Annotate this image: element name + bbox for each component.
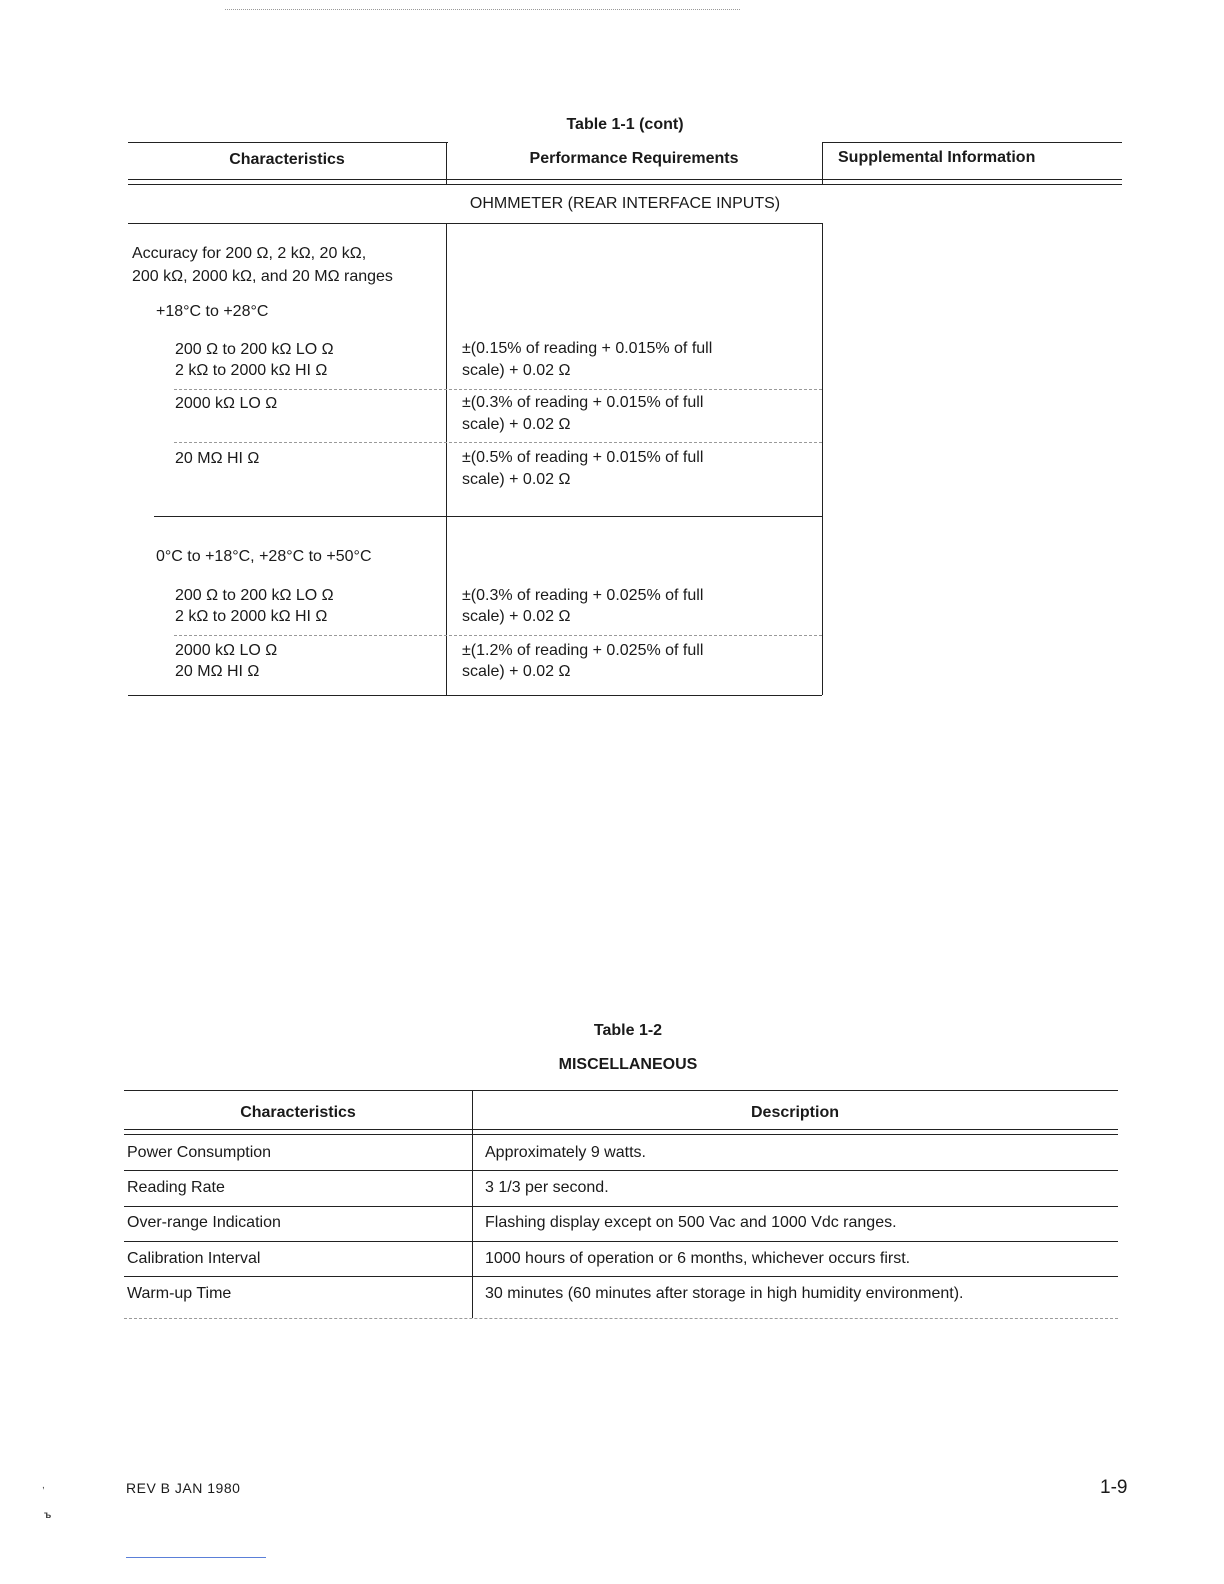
accuracy-line-1: Accuracy for 200 Ω, 2 kΩ, 20 kΩ,: [132, 245, 367, 262]
table2-bottom-rule: [124, 1318, 1118, 1319]
table2-top-rule: [124, 1090, 1118, 1091]
table2-row-divider-1: [124, 1170, 1118, 1171]
group2-row2-perf-line1: ±(1.2% of reading + 0.025% of full: [462, 642, 704, 659]
table2-header-rule-1: [124, 1129, 1118, 1130]
table2-row-divider-3: [124, 1241, 1118, 1242]
table2-row1-char: Power Consumption: [127, 1144, 272, 1161]
table2-row2-char: Reading Rate: [127, 1179, 225, 1196]
page-number: 1-9: [1100, 1477, 1128, 1498]
group2-row2-perf-line2: scale) + 0.02 Ω: [462, 663, 571, 680]
table2-header-rule-2: [124, 1134, 1118, 1135]
group1-row3-perf-line2: scale) + 0.02 Ω: [462, 471, 571, 488]
table2-row5-desc: 30 minutes (60 minutes after storage in high humidity environment).: [485, 1285, 964, 1302]
table2-column-divider: [472, 1090, 473, 1318]
table2-header-characteristics: Characteristics: [240, 1104, 356, 1121]
group2-row1-perf-line2: scale) + 0.02 Ω: [462, 608, 571, 625]
scan-speck: ,: [42, 1480, 45, 1491]
table1-header-top-rule-right: [822, 142, 1122, 143]
table2-row1-desc: Approximately 9 watts.: [485, 1144, 646, 1161]
group1-row1-perf-line1: ±(0.15% of reading + 0.015% of full: [462, 340, 713, 357]
table2-title: Table 1-2: [593, 1022, 663, 1039]
group2-row1-char-line1: 200 Ω to 200 kΩ LO Ω: [175, 587, 334, 604]
table1-header-divider-2: [822, 142, 823, 184]
group2-row2-char-line2: 20 MΩ HI Ω: [175, 663, 260, 680]
table1-section-title: OHMMETER (REAR INTERFACE INPUTS): [469, 195, 781, 212]
accuracy-line-2: 200 kΩ, 2000 kΩ, and 20 MΩ ranges: [132, 268, 393, 285]
group1-temperature: +18°C to +28°C: [156, 303, 269, 320]
table2-row3-char: Over-range Indication: [127, 1214, 281, 1231]
group2-temperature: 0°C to +18°C, +28°C to +50°C: [156, 548, 372, 565]
table1-bottom-rule: [128, 695, 822, 696]
table2-header-description: Description: [750, 1104, 839, 1121]
group1-row-divider-1: [174, 389, 822, 390]
table1-column-divider-1: [446, 223, 447, 695]
table1-header-top-rule: [128, 142, 448, 143]
table2-row2-desc: 3 1/3 per second.: [485, 1179, 609, 1196]
group1-row2-char-line1: 2000 kΩ LO Ω: [175, 395, 278, 412]
group1-row1-perf-line2: scale) + 0.02 Ω: [462, 362, 571, 379]
table1-header-performance: Performance Requirements: [529, 150, 739, 167]
group2-row-divider-1: [174, 635, 822, 636]
table1-header-divider-1: [446, 142, 447, 184]
group1-row3-perf-line1: ±(0.5% of reading + 0.015% of full: [462, 449, 704, 466]
table2-row3-desc: Flashing display except on 500 Vac and 1000 Vdc ranges.: [485, 1214, 897, 1231]
table1-header-rule-2: [128, 184, 1122, 185]
group2-row1-perf-line1: ±(0.3% of reading + 0.025% of full: [462, 587, 704, 604]
table1-header-supplemental: Supplemental Information: [838, 149, 1036, 166]
group1-row-divider-2: [174, 442, 822, 443]
group1-row3-char-line1: 20 MΩ HI Ω: [175, 450, 260, 467]
table2-row5-char: Warm-up Time: [127, 1285, 232, 1302]
group2-row1-char-line2: 2 kΩ to 2000 kΩ HI Ω: [175, 608, 328, 625]
table1-header-rule-1: [128, 179, 1122, 180]
table2-subtitle: MISCELLANEOUS: [558, 1056, 698, 1073]
group1-row2-perf-line1: ±(0.3% of reading + 0.015% of full: [462, 394, 704, 411]
scan-blue-line: [126, 1557, 266, 1558]
table2-row4-desc: 1000 hours of operation or 6 months, whichever occurs first.: [485, 1250, 911, 1267]
group1-row1-char-line1: 200 Ω to 200 kΩ LO Ω: [175, 341, 334, 358]
table2-row4-char: Calibration Interval: [127, 1250, 261, 1267]
table2-row-divider-4: [124, 1276, 1118, 1277]
revision-label: REV B JAN 1980: [126, 1480, 241, 1496]
table1-section-rule: [128, 223, 822, 224]
group1-row1-char-line2: 2 kΩ to 2000 kΩ HI Ω: [175, 362, 328, 379]
table1-title: Table 1-1 (cont): [566, 116, 684, 133]
table1-column-divider-2: [822, 223, 823, 695]
table1-header-characteristics: Characteristics: [229, 151, 345, 168]
group-separator-rule: [154, 516, 822, 517]
group1-row2-perf-line2: scale) + 0.02 Ω: [462, 416, 571, 433]
table2-row-divider-2: [124, 1206, 1118, 1207]
scan-speck: ъ: [44, 1510, 52, 1521]
scan-top-rule: [225, 9, 740, 10]
group2-row2-char-line1: 2000 kΩ LO Ω: [175, 642, 278, 659]
